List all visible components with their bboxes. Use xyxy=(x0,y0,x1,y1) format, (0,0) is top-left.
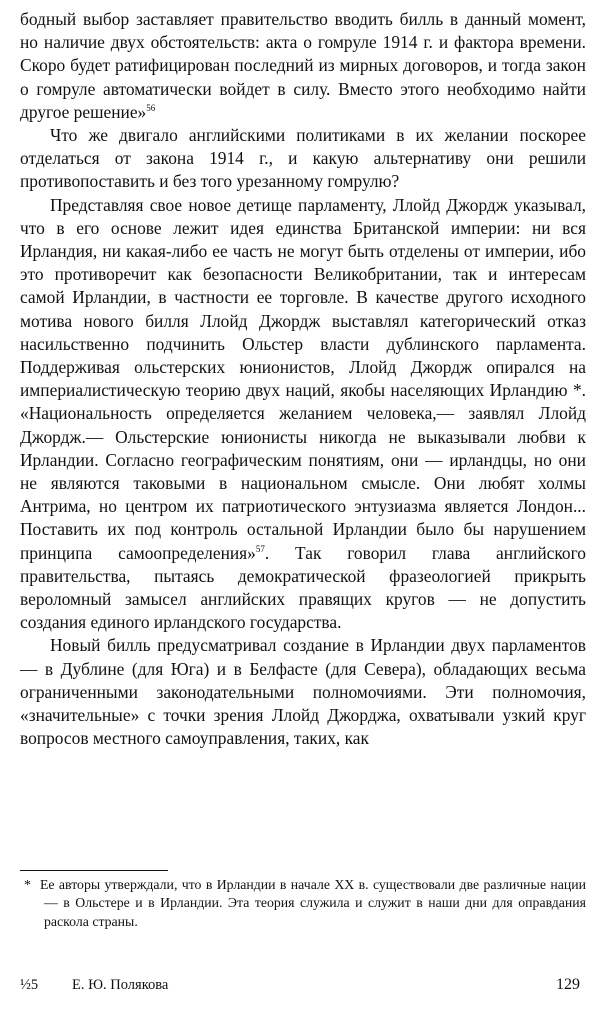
footnote-mark: * xyxy=(24,877,31,892)
paragraph-tail: . Так говорил глава английского правительства, пытаясь демократической фразеологией прикрыть вероломный замысел английских правящих кругов — не допустить создания единого ирландского государства. xyxy=(20,542,586,633)
footnote xyxy=(20,876,586,931)
page-number: 129 xyxy=(556,976,580,993)
paragraph xyxy=(20,634,586,750)
footer-author: Е. Ю. Полякова xyxy=(72,977,169,993)
paragraph xyxy=(20,124,586,194)
signature-mark: ½5 xyxy=(20,977,39,993)
paragraph-text: бодный выбор заставляет правительство вводить билль в данный момент, но наличие двух обстоятельств: акта о гомруле 1914 г. и фактора времени. Скоро будет ратифицирован последний из мирных договоров, и тогда закон о гомруле автоматически войдет в силу. Вместо этого необходимо найти другое решение» xyxy=(20,9,586,122)
paragraph xyxy=(20,8,586,124)
footnote-ref: 56 xyxy=(146,103,156,114)
footnote-divider xyxy=(20,870,168,871)
footnote-text: Ее авторы утверждали, что в Ирландии в начале XX в. существовали две различные нации — в Ольстере и в Ирландии. Эта теория служила и служит в наши дни для оправдания раскола страны. xyxy=(40,877,586,929)
paragraph-text: Представляя свое новое детище парламенту, Ллойд Джордж указывал, что в его основе лежит идея единства Британской империи: ни вся Ирландия, ни какая-либо ее часть не могут быть отделены от империи, ибо это противоречит как безопасности Великобритании, так и интересам самой Ирландии, в частности ее торговле. В качестве другого исходного мотива нового билля Ллойд Джордж выставлял категорический отказ насильственно подчинить Ольстер власти дублинского парламента. Поддерживая ольстерских юнионистов, Ллойд Джордж опирался на империалистическую теорию двух наций, якобы населяющих Ирландию *. «Национальность определяется желанием человека,— заявлял Ллойд Джордж.— Ольстерские юнионисты никогда не выказывали любви к Ирландии. Согласно географическим понятиям, они — ирландцы, но они не являются таковыми в национальном смысле. Они любят холмы Антрима, но центром их патриотического энтузиазма является Лондон... Поставить их под контроль остальной Ирландии было бы нарушением принципа самоопределения» xyxy=(20,194,586,563)
paragraph-text: Новый билль предусматривал создание в Ирландии двух парламентов — в Дублине (для Юга) и в Белфасте (для Севера), обладающих весьма ограниченными законодательными полномочиями. Эти полномочия, «значительные» с точки зрения Ллойд Джорджа, охватывали узкий круг вопросов местного самоуправления, таких, как xyxy=(20,635,586,749)
paragraph xyxy=(20,194,586,635)
main-text xyxy=(20,8,586,751)
footnote-ref: 57 xyxy=(255,543,265,554)
paragraph-text: Что же двигало английскими политиками в их желании поскорее отделаться от закона 1914 г., и какую альтернативу они решили противопоставить и без того урезанному гомрулю? xyxy=(20,125,586,192)
